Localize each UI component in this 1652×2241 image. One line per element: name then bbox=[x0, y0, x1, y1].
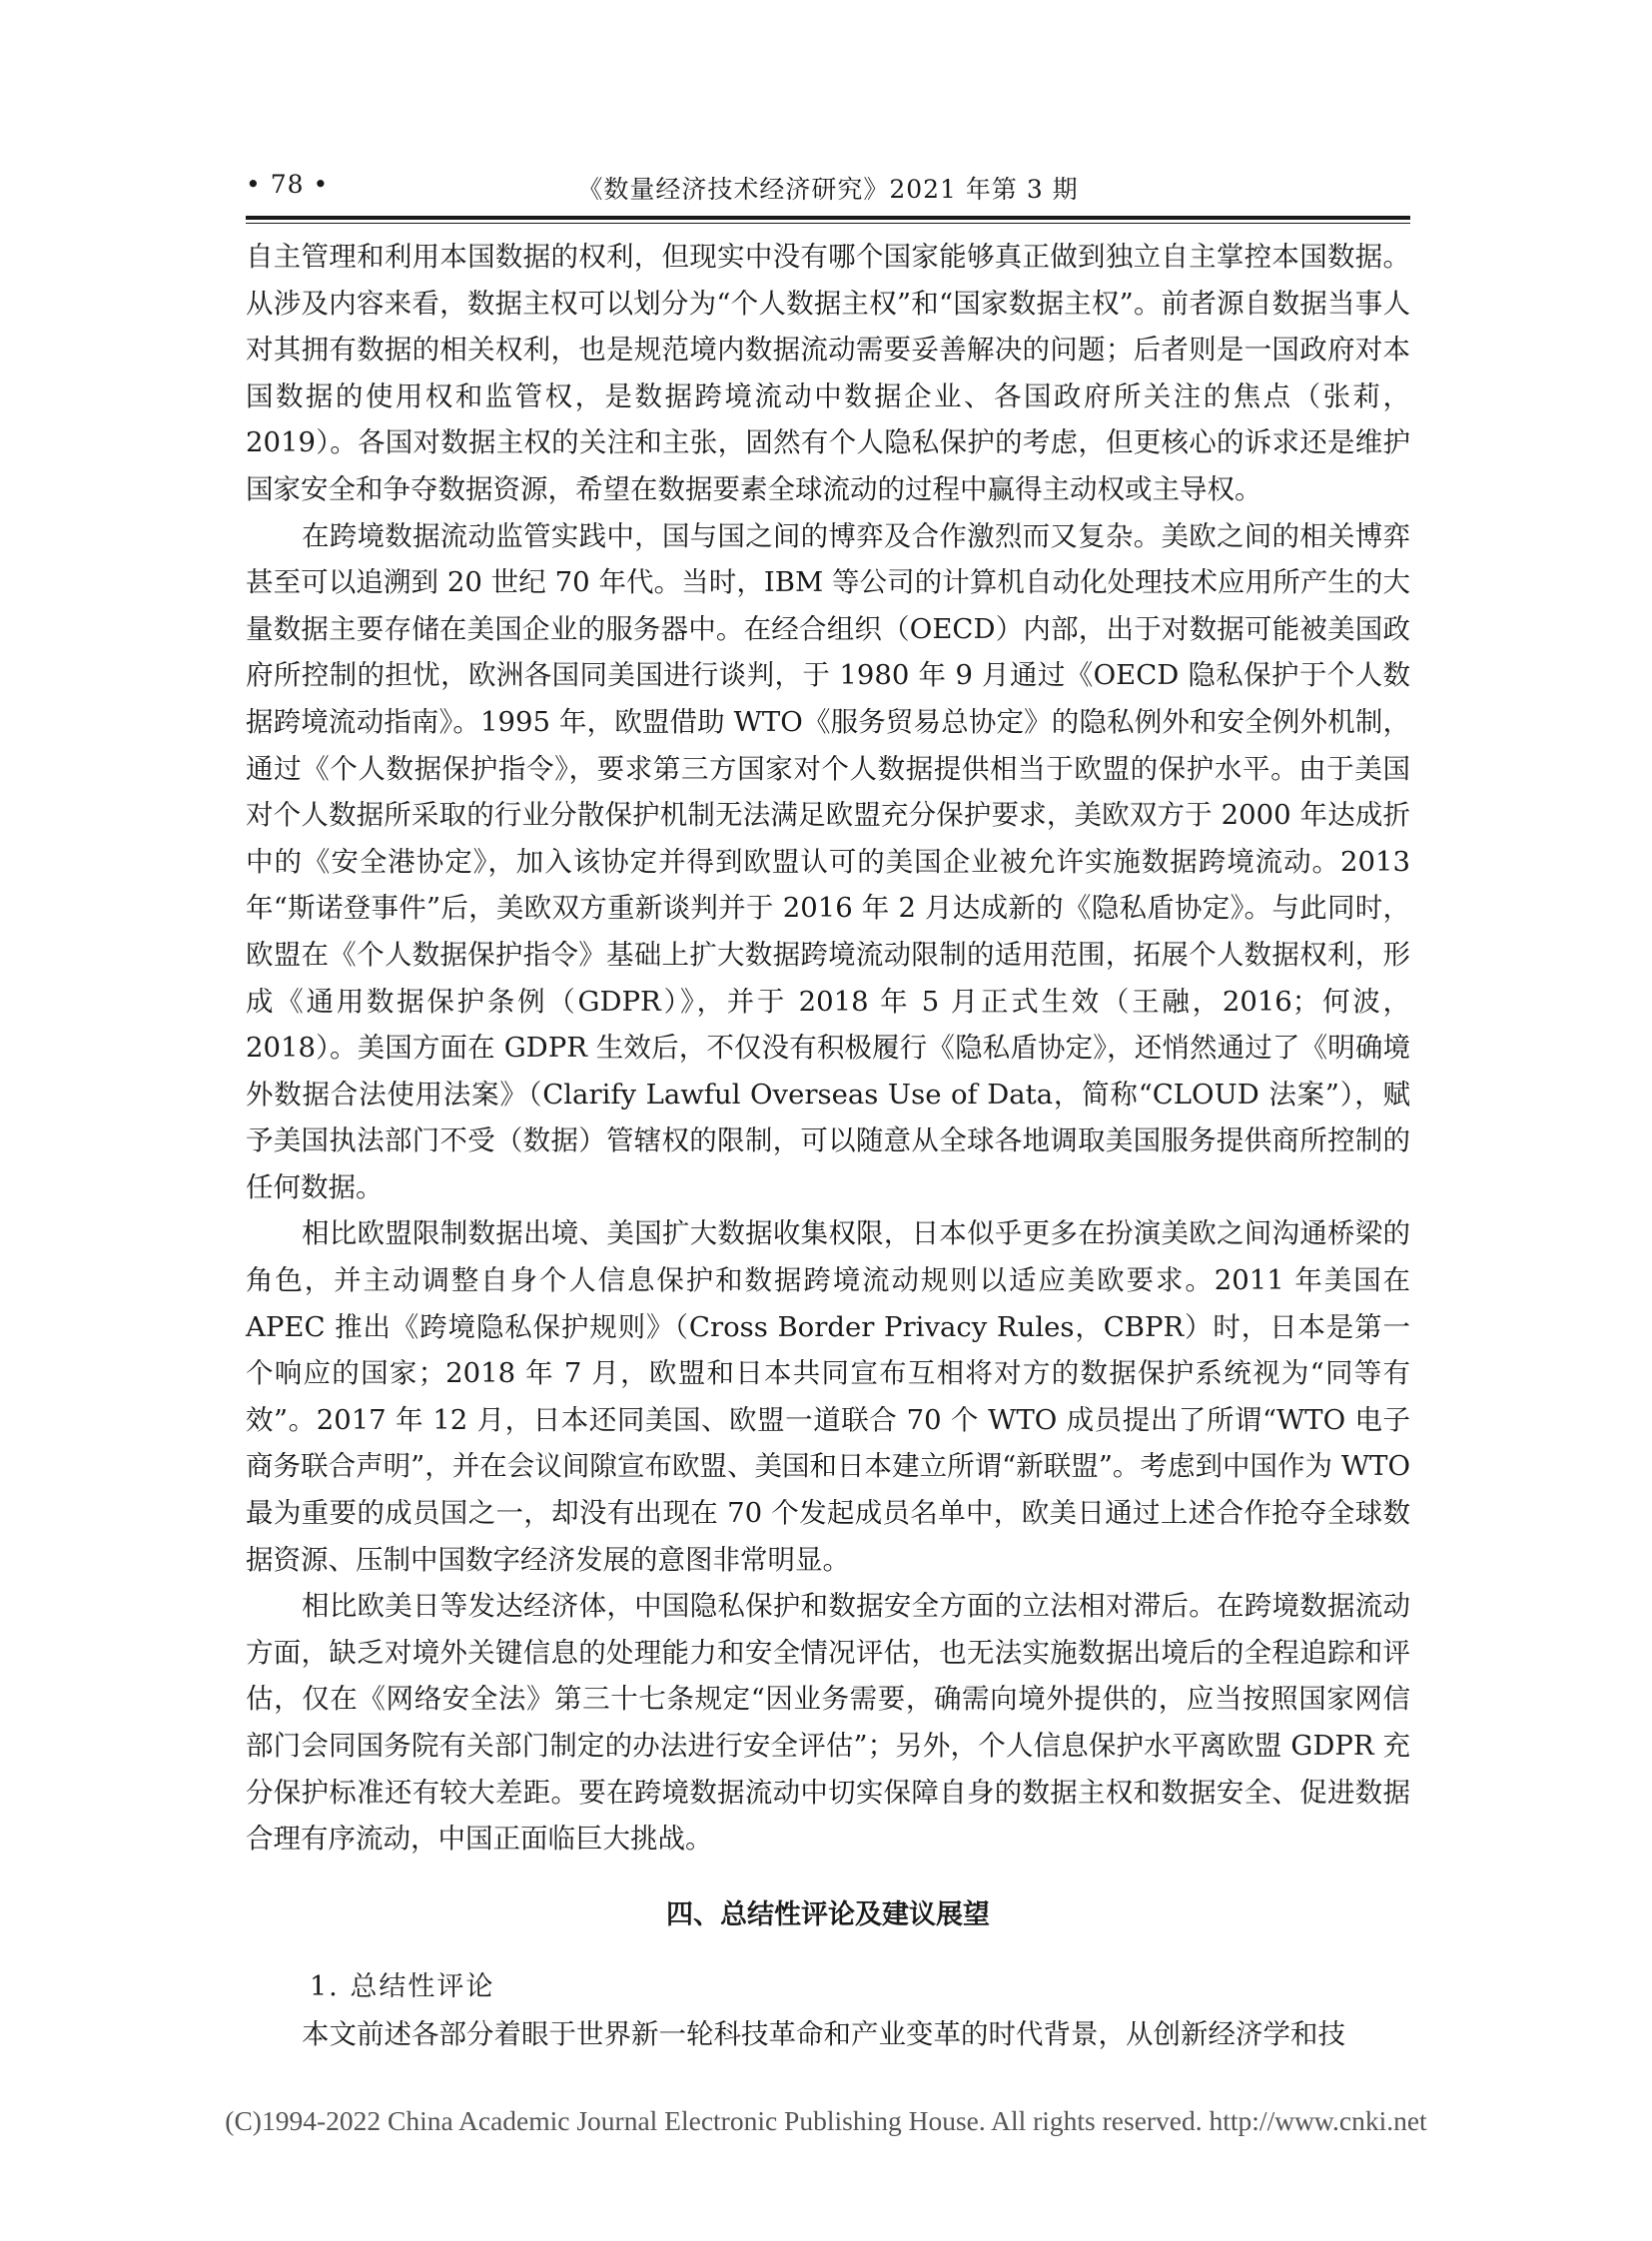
header-rule-thin bbox=[246, 223, 1410, 224]
paragraph: 相比欧盟限制数据出境、美国扩大数据收集权限，日本似乎更多在扮演美欧之间沟通桥梁的角色，并主动调整自身个人信息保护和数据跨境流动规则以适应美欧要求。2011 年美国在 APEC 推出《跨境隐私保护规则》（Cross Border Privacy Rules，CBPR）时，日本是第一个响应的国家；2018 年 7 月，欧盟和日本共同宣布互相将对方的数据保护系统视为“同等有效”。2017 年 12 月，日本还同美国、欧盟一道联合 70 个 WTO 成员提出了所谓“WTO 电子商务联合声明”，并在会议间隙宣布欧盟、美国和日本建立所谓“新联盟”。考虑到中国作为 WTO 最为重要的成员国之一，却没有出现在 70 个发起成员名单中，欧美日通过上述合作抢夺全球数据资源、压制中国数字经济发展的意图非常明显。 bbox=[246, 1217, 1410, 1576]
article-body bbox=[246, 234, 1410, 2058]
paragraph: 在跨境数据流动监管实践中，国与国之间的博弈及合作激烈而又复杂。美欧之间的相关博弈甚至可以追溯到 20 世纪 70 年代。当时，IBM 等公司的计算机自动化处理技术应用所产生的大量数据主要存储在美国企业的服务器中。在经合组织（OECD）内部，出于对数据可能被美国政府所控制的担忧，欧洲各国同美国进行谈判，于 1980 年 9 月通过《OECD 隐私保护于个人数据跨境流动指南》。1995 年，欧盟借助 WTO《服务贸易总协定》的隐私例外和安全例外机制，通过《个人数据保护指令》，要求第三方国家对个人数据提供相当于欧盟的保护水平。由于美国对个人数据所采取的行业分散保护机制无法满足欧盟充分保护要求，美欧双方于 2000 年达成折中的《安全港协定》，加入该协定并得到欧盟认可的美国企业被允许实施数据跨境流动。2013 年“斯诺登事件”后，美欧双方重新谈判并于 2016 年 2 月达成新的《隐私盾协定》。与此同时，欧盟在《个人数据保护指令》基础上扩大数据跨境流动限制的适用范围，拓展个人数据权利，形成《通用数据保护条例（GDPR）》，并于 2018 年 5 月正式生效（王融，2016；何波，2018）。美国方面在 GDPR 生效后，不仅没有积极履行《隐私盾协定》，还悄然通过了《明确境外数据合法使用法案》（Clarify Lawful Overseas Use of Data，简称“CLOUD 法案”），赋予美国执法部门不受（数据）管辖权的限制，可以随意从全球各地调取美国服务提供商所控制的任何数据。 bbox=[246, 519, 1410, 1203]
page-number: • 78 • bbox=[246, 170, 330, 199]
copyright-footer: (C)1994-2022 China Academic Journal Electronic Publishing House. All rights reserved. http://www.cnki.net bbox=[225, 2105, 1427, 2136]
journal-title: 《数量经济技术经济研究》2021 年第 3 期 bbox=[577, 175, 1079, 204]
header-rule-thick bbox=[246, 216, 1410, 220]
running-header bbox=[246, 170, 1410, 210]
section-heading: 四、总结性评论及建议展望 bbox=[666, 1898, 990, 1930]
paragraph: 相比欧美日等发达经济体，中国隐私保护和数据安全方面的立法相对滞后。在跨境数据流动方面，缺乏对境外关键信息的处理能力和安全情况评估，也无法实施数据出境后的全程追踪和评估，仅在《网络安全法》第三十七条规定“因业务需要，确需向境外提供的，应当按照国家网信部门会同国务院有关部门制定的办法进行安全评估”；另外，个人信息保护水平离欧盟 GDPR 充分保护标准还有较大差距。要在跨境数据流动中切实保障自身的数据主权和数据安全、促进数据合理有序流动，中国正面临巨大挑战。 bbox=[246, 1590, 1410, 1856]
paragraph-continued: 自主管理和利用本国数据的权利，但现实中没有哪个国家能够真正做到独立自主掌控本国数据。从涉及内容来看，数据主权可以划分为“个人数据主权”和“国家数据主权”。前者源自数据当事人对其拥有数据的相关权利，也是规范境内数据流动需要妥善解决的问题；后者则是一国政府对本国数据的使用权和监管权，是数据跨境流动中数据企业、各国政府所关注的焦点（张莉，2019）。各国对数据主权的关注和主张，固然有个人隐私保护的考虑，但更核心的诉求还是维护国家安全和争夺数据资源，希望在数据要素全球流动的过程中赢得主动权或主导权。 bbox=[246, 241, 1410, 505]
paragraph: 本文前述各部分着眼于世界新一轮科技革命和产业变革的时代背景，从创新经济学和技 bbox=[302, 2017, 1345, 2050]
subsection-heading: 1. 总结性评论 bbox=[310, 1971, 495, 2003]
